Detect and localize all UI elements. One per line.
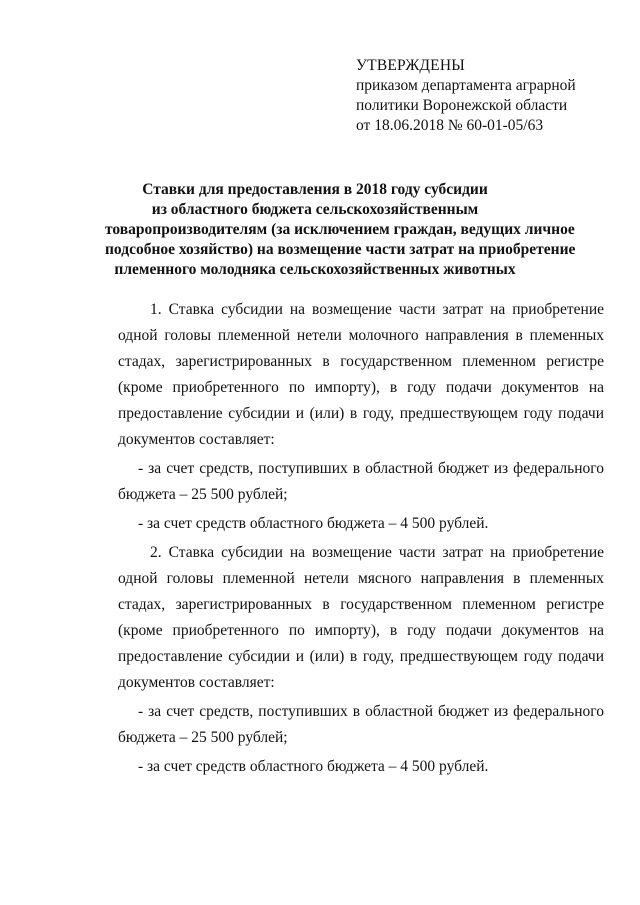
- approval-block: [356, 56, 616, 136]
- approval-line-department: политики Воронежской области: [356, 97, 568, 114]
- section-1-item-regional: - за счет средств областного бюджета – 4 500 рублей.: [138, 515, 489, 532]
- approval-line-date-number: от 18.06.2018 № 60-01-05/63: [356, 117, 544, 134]
- section-2-paragraph: 2. Ставка субсидии на возмещение части затрат на приобретение одной головы племенной нетели мясного направления в племенных стадах, зарегистрированных в государственном племенном регистре (кроме приобретенного по импорту), в году подачи документов на предоставление субсидии и (или) в году, предшествующем году подачи документов составляет:: [118, 544, 604, 691]
- section-1-paragraph: 1. Ставка субсидии на возмещение части затрат на приобретение одной головы племенной нетели молочного направления в племенных стадах, зарегистрированных в государственном племенном регистре (кроме приобретенного по импорту), в году подачи документов на предоставление субсидии и (или) в году, предшествующем году подачи документов составляет:: [118, 301, 604, 448]
- title-line-1: Ставки для предоставления в 2018 году субсидии: [142, 181, 488, 198]
- approval-heading: УТВЕРЖДЕНЫ: [356, 57, 465, 74]
- title-line-2: из областного бюджета сельскохозяйственным: [151, 201, 479, 218]
- section-2-item-regional: - за счет средств областного бюджета – 4 500 рублей.: [138, 758, 489, 775]
- approval-line-order: приказом департамента аграрной: [356, 77, 576, 94]
- title-line-4: подсобное хозяйство) на возмещение части затрат на приобретение: [105, 241, 576, 258]
- section-2-item-federal: - за счет средств, поступивших в областной бюджет из федерального бюджета – 25 500 рублей;: [118, 703, 604, 746]
- document-body: [118, 297, 604, 780]
- title-line-5: племенного молодняка сельскохозяйственных животных: [114, 261, 516, 278]
- section-1-item-federal: - за счет средств, поступивших в областной бюджет из федерального бюджета – 25 500 рублей;: [118, 460, 604, 503]
- title-line-3: товаропроизводителям (за исключением граждан, ведущих личное: [105, 221, 575, 238]
- document-title: [105, 180, 576, 280]
